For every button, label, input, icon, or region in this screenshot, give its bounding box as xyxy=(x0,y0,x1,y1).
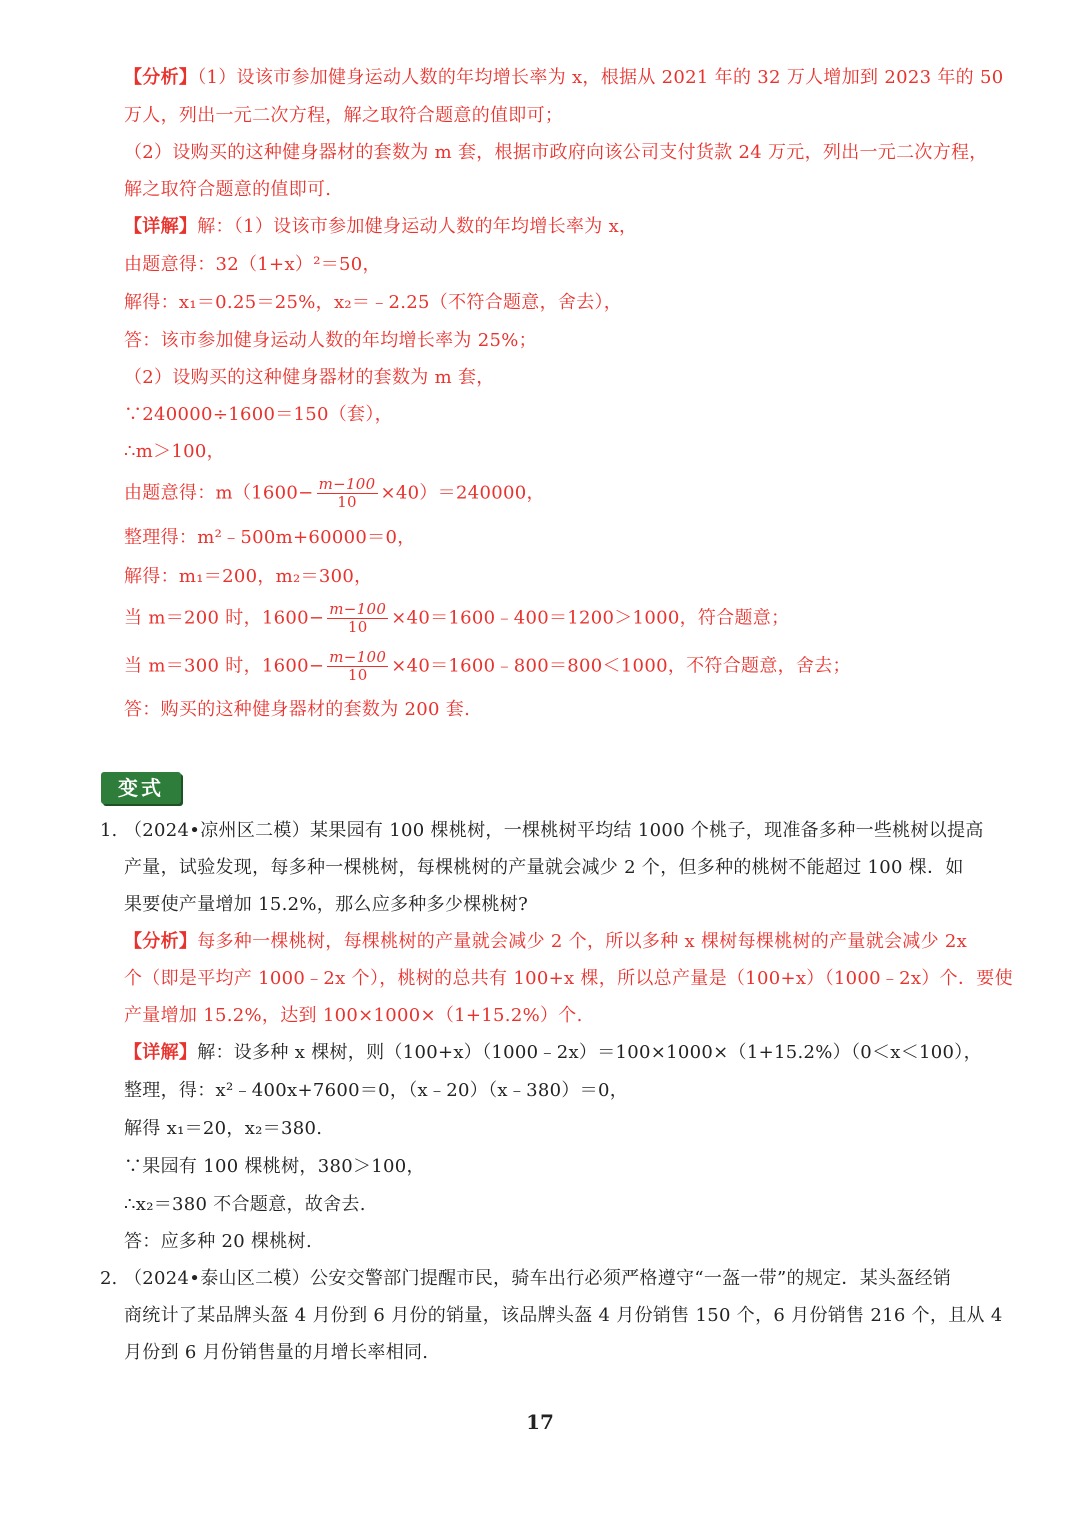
fraction-denominator: 10 xyxy=(347,618,368,636)
detail-line: 答：应多种 20 棵桃树. xyxy=(124,1231,312,1252)
detail-line: ∴m＞100， xyxy=(124,441,225,462)
detail-tag: 【详解】 xyxy=(124,1042,198,1063)
detail-line: ∵果园有 100 棵桃树，380＞100， xyxy=(124,1156,425,1177)
detail-text: ×40）＝240000， xyxy=(380,482,545,504)
fraction-denominator: 10 xyxy=(347,666,368,684)
detail-text: 当 m＝300 时，1600− xyxy=(124,655,325,677)
question-number: 1. xyxy=(100,820,118,841)
detail-line: 整理得：m²﹣500m+60000＝0， xyxy=(124,527,416,548)
fraction xyxy=(317,476,378,511)
detail-text: 解：（1）设该市参加健身运动人数的年均增长率为 x， xyxy=(197,216,638,237)
detail-text: 由题意得：m（1600− xyxy=(124,482,314,504)
detail-line: 由题意得：32（1+x）²＝50， xyxy=(124,254,381,275)
analysis-line: 万人，列出一元二次方程，解之取符合题意的值即可； xyxy=(124,105,564,126)
analysis-line: 产量增加 15.2%，达到 100×1000×（1+15.2%）个. xyxy=(124,1005,583,1026)
detail-line: 整理，得：x²﹣400x+7600＝0，（x﹣20）（x﹣380）＝0， xyxy=(124,1080,629,1101)
question-number: 2. xyxy=(100,1268,118,1289)
fraction xyxy=(327,601,388,636)
fraction-numerator: m−100 xyxy=(329,600,387,618)
question-line: 果要使产量增加 15.2%，那么应多种多少棵桃树? xyxy=(124,894,529,915)
question-line: 产量，试验发现，每多种一棵桃树，每棵桃树的产量就会减少 2 个，但多种的桃树不能超过 100 棵．如 xyxy=(124,857,964,878)
detail-text: ×40＝1600﹣800＝800＜1000，不符合题意，舍去； xyxy=(391,655,851,677)
fraction-numerator: m−100 xyxy=(329,648,387,666)
analysis-tag: 【分析】 xyxy=(124,931,198,952)
detail-line xyxy=(124,649,851,684)
detail-line xyxy=(124,1041,982,1065)
detail-line: ∴x₂＝380 不合题意，故舍去. xyxy=(124,1194,366,1215)
detail-text: 解：设多种 x 棵树，则（100+x）（1000﹣2x）＝100×1000×（1+15.2%）（0＜x＜100）， xyxy=(197,1042,982,1063)
detail-line: 答：购买的这种健身器材的套数为 200 套. xyxy=(124,699,471,720)
analysis-line xyxy=(124,66,1004,90)
detail-line: 解得 x₁＝20，x₂＝380. xyxy=(124,1118,323,1139)
variant-badge: 变式 xyxy=(101,772,181,804)
detail-line xyxy=(124,601,789,636)
fraction-denominator: 10 xyxy=(337,493,357,511)
question-line: 月份到 6 月份销售量的月增长率相同. xyxy=(124,1342,429,1363)
detail-line xyxy=(124,215,637,239)
detail-tag: 【详解】 xyxy=(124,216,198,237)
detail-line xyxy=(124,476,545,511)
fraction-numerator: m−100 xyxy=(318,475,376,493)
detail-line: 解得：x₁＝0.25＝25%，x₂＝﹣2.25（不符合题意，舍去）， xyxy=(124,292,623,313)
fraction xyxy=(327,649,388,684)
detail-line: ∵240000÷1600＝150（套）， xyxy=(124,404,393,425)
analysis-line: 个（即是平均产 1000﹣2x 个），桃树的总共有 100+x 棵，所以总产量是（100+x）（1000﹣2x）个．要使 xyxy=(124,968,1013,989)
analysis-text: （1）设该市参加健身运动人数的年均增长率为 x，根据从 2021 年的 32 万人增加到 2023 年的 50 xyxy=(197,67,1004,88)
analysis-line: 解之取符合题意的值即可. xyxy=(124,179,332,200)
detail-line: 答：该市参加健身运动人数的年均增长率为 25%； xyxy=(124,330,537,351)
question-line: （2024•凉州区二模）某果园有 100 棵桃树，一棵桃树平均结 1000 个桃子，现准备多种一些桃树以提高 xyxy=(124,820,984,841)
analysis-text: 每多种一棵桃树，每棵桃树的产量就会减少 2 个，所以多种 x 棵树每棵桃树的产量就会减少 2x xyxy=(197,931,968,952)
detail-text: 当 m＝200 时，1600− xyxy=(124,607,325,629)
detail-line: （2）设购买的这种健身器材的套数为 m 套， xyxy=(124,367,495,388)
analysis-line xyxy=(124,930,967,954)
detail-line: 解得：m₁＝200，m₂＝300， xyxy=(124,566,373,587)
analysis-line: （2）设购买的这种健身器材的套数为 m 套，根据市政府向该公司支付货款 24 万元，列出一元二次方程， xyxy=(124,142,988,163)
page-number: 17 xyxy=(526,1410,554,1434)
question-line: （2024•泰山区二模）公安交警部门提醒市民，骑车出行必须严格遵守“一盔一带”的规定．某头盔经销 xyxy=(124,1268,952,1289)
analysis-tag: 【分析】 xyxy=(124,67,198,88)
question-line: 商统计了某品牌头盔 4 月份到 6 月份的销量，该品牌头盔 4 月份销售 150 个，6 月份销售 216 个，且从 4 xyxy=(124,1305,1003,1326)
detail-text: ×40＝1600﹣400＝1200＞1000，符合题意； xyxy=(391,607,790,629)
